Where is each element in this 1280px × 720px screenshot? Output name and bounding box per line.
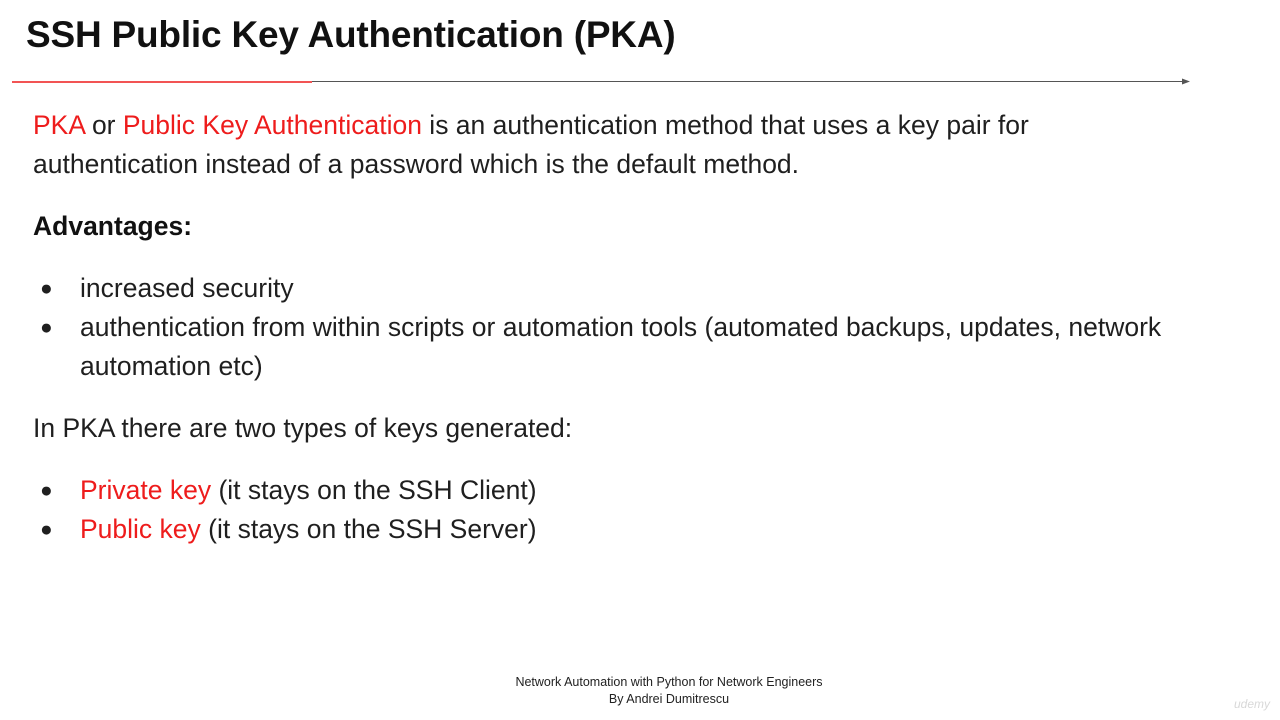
bullet-icon: ● — [40, 277, 53, 300]
slide-footer — [0, 674, 1280, 708]
term-public-key-authentication: Public Key Authentication — [122, 110, 422, 140]
list-item — [33, 510, 1193, 549]
slide-content — [33, 106, 1193, 572]
advantage-text: authentication from within scripts or automation tools (automated backups, updates, network automation etc) — [80, 312, 1162, 381]
list-item — [33, 269, 1193, 308]
intro-joiner: or — [84, 110, 123, 140]
advantages-list — [33, 269, 1193, 386]
footer-author: By Andrei Dumitrescu — [608, 692, 730, 706]
bullet-icon: ● — [40, 316, 53, 339]
title-underline-arrow — [12, 76, 1190, 88]
key-name: Private key — [80, 475, 212, 505]
advantages-heading: Advantages: — [33, 211, 193, 241]
list-item — [33, 308, 1193, 386]
footer-course-title: Network Automation with Python for Network Engineers — [515, 675, 823, 689]
list-item — [33, 471, 1193, 510]
keys-intro: In PKA there are two types of keys generated: — [33, 413, 573, 443]
udemy-watermark: udemy — [1233, 697, 1270, 711]
intro-rest: is an authentication method that uses a key pair for authentication instead of a password which is the default method. — [33, 110, 1029, 179]
bullet-icon: ● — [40, 479, 53, 502]
key-description: (it stays on the SSH Client) — [211, 475, 537, 505]
intro-paragraph — [33, 106, 1193, 184]
advantage-text: increased security — [80, 273, 294, 303]
keys-list — [33, 471, 1193, 549]
slide-title: SSH Public Key Authentication (PKA) — [26, 14, 676, 55]
arrow-head-icon — [1182, 79, 1190, 85]
term-pka: PKA — [33, 110, 85, 140]
key-name: Public key — [80, 514, 201, 544]
key-description: (it stays on the SSH Server) — [200, 514, 537, 544]
bullet-icon: ● — [40, 518, 53, 541]
